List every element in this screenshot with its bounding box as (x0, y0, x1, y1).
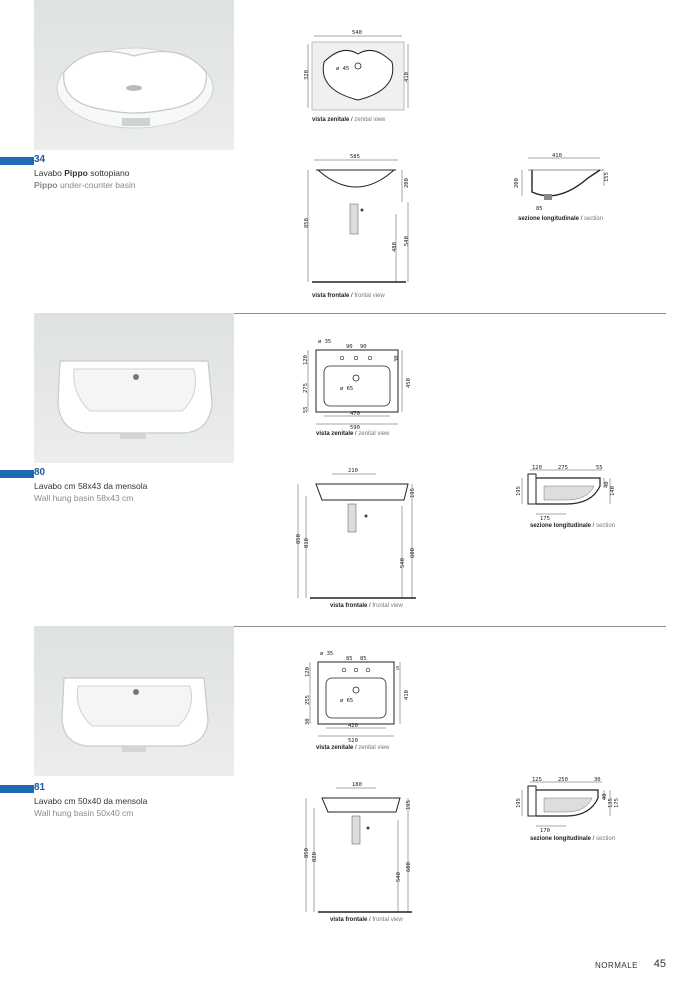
dim-inner: 320 (304, 70, 310, 80)
dim-width: 520 (348, 738, 358, 744)
dim-h1: 200 (514, 178, 520, 188)
top-view-drawing (302, 28, 412, 118)
dim-hole-tap: ø 35 (318, 339, 332, 345)
product-name-it: Lavabo Pippo sottopiano (34, 168, 130, 178)
product-name-en: Wall hung basin 58x43 cm (34, 493, 134, 503)
caption-top-view: vista zenitale / zenital view (316, 431, 390, 437)
product-marker (0, 470, 34, 478)
caption-front-view: vista frontale / frontal view (330, 917, 403, 923)
front-view-drawing (302, 152, 422, 292)
dim-depth: 195 (410, 488, 416, 498)
dim-spacing-a: 85 (346, 656, 353, 662)
top-view-drawing (300, 336, 420, 430)
dim-total: 850 (296, 534, 302, 544)
dim-h2: 40 (602, 793, 608, 800)
dim-width: 210 (348, 468, 358, 474)
dim-depth: 200 (404, 178, 410, 188)
dim-total: 850 (304, 848, 310, 858)
dim-d1: 120 (305, 667, 311, 677)
dim-hole: ø 65 (340, 698, 354, 704)
dim-d4: 5 (396, 666, 400, 672)
section-divider (234, 313, 666, 314)
dim-inner-width: 420 (348, 723, 358, 729)
dim-spacing-b: 90 (360, 344, 367, 350)
dim-d2: 255 (305, 695, 311, 705)
dim-d1: 120 (303, 355, 309, 365)
caption-section: sezione longitudinale / section (518, 216, 604, 222)
dim-total: 850 (304, 218, 310, 228)
top-view-drawing (300, 648, 420, 744)
dim-height: 410 (404, 690, 410, 700)
dim-h3: 85 (536, 206, 543, 212)
dim-h4: 175 (614, 798, 620, 808)
caption-top-view: vista zenitale / zenital view (316, 745, 390, 751)
dim-h3: 140 (610, 486, 616, 496)
dim-fix: 540 (396, 872, 402, 882)
dim-d3: 30 (305, 718, 311, 725)
caption-front-view: vista frontale / frontal view (330, 603, 403, 609)
product-number: 34 (34, 154, 46, 165)
dim-drain: 600 (406, 862, 412, 872)
section-drawing (510, 776, 620, 834)
dim-w4: 175 (540, 516, 550, 522)
section-drawing (510, 464, 620, 522)
dim-d4: 30 (394, 355, 400, 362)
dim-w1: 120 (532, 465, 542, 471)
dim-spacing-a: 90 (346, 344, 353, 350)
front-view-drawing (300, 780, 420, 916)
dim-hole: ø 65 (340, 386, 354, 392)
dim-hole-tap: ø 35 (320, 651, 334, 657)
dim-width: 540 (352, 30, 362, 36)
dim-hole: ø 45 (336, 66, 350, 72)
dim-fix: 540 (400, 558, 406, 568)
caption-top-view: vista zenitale / zenital view (312, 117, 386, 123)
section-drawing (508, 152, 608, 216)
dim-fix: 540 (404, 236, 410, 246)
product-marker (0, 785, 34, 793)
caption-section: sezione longitudinale / section (530, 523, 616, 529)
product-photo-pippo (34, 0, 234, 150)
dim-h1: 195 (516, 798, 522, 808)
product-marker (0, 157, 34, 165)
dim-inner-width: 470 (350, 411, 360, 417)
product-photo-basin-50x40 (34, 626, 234, 776)
dim-height: 410 (404, 72, 410, 82)
dim-mount: 820 (312, 852, 318, 862)
page-number: 45 (653, 958, 666, 970)
dim-drain: 480 (392, 242, 398, 252)
dim-w4: 170 (540, 828, 550, 834)
dim-h1: 195 (516, 486, 522, 496)
caption-front-view: vista frontale / frontal view (312, 293, 385, 299)
dim-width: 585 (350, 154, 360, 160)
dim-d2: 275 (303, 383, 309, 393)
product-name-en: Wall hung basin 50x40 cm (34, 808, 134, 818)
product-photo-basin-58x43 (34, 313, 234, 463)
dim-width: 590 (350, 425, 360, 431)
dim-drain: 600 (410, 548, 416, 558)
dim-width: 410 (552, 153, 562, 159)
dim-d3: 55 (303, 406, 309, 413)
section-divider (234, 626, 666, 627)
product-name-it: Lavabo cm 58x43 da mensola (34, 481, 148, 491)
dim-w3: 55 (596, 465, 603, 471)
dim-h2: 40 (604, 481, 610, 488)
front-view-drawing (292, 466, 422, 602)
dim-h2: 155 (604, 172, 610, 182)
dim-w2: 250 (558, 777, 568, 783)
dim-height: 450 (406, 378, 412, 388)
footer-section-label: NORMALE (594, 961, 638, 970)
dim-mount: 810 (304, 538, 310, 548)
product-name-it: Lavabo cm 50x40 da mensola (34, 796, 148, 806)
caption-section: sezione longitudinale / section (530, 836, 616, 842)
dim-width: 180 (352, 782, 362, 788)
dim-h3: 135 (608, 798, 614, 808)
dim-w1: 125 (532, 777, 542, 783)
product-number: 81 (34, 782, 46, 793)
product-number: 80 (34, 467, 46, 478)
dim-w3: 30 (594, 777, 601, 783)
dim-w2: 275 (558, 465, 568, 471)
dim-spacing-b: 85 (360, 656, 367, 662)
product-name-en: Pippo under-counter basin (34, 180, 136, 190)
dim-depth: 195 (406, 800, 412, 810)
